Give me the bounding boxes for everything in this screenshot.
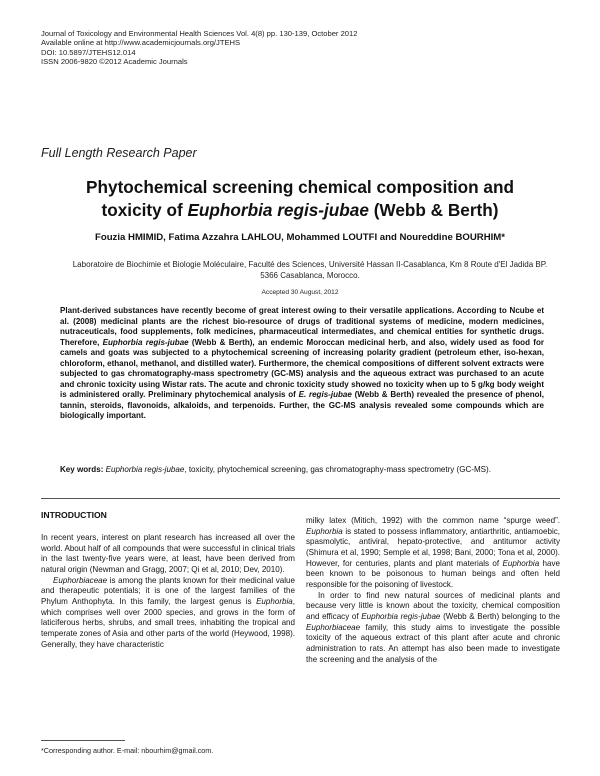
abstract-species-2: E. regis-jubae (298, 390, 352, 400)
introduction-heading: INTRODUCTION (41, 510, 107, 520)
italic-family: Euphorbiaceae (306, 622, 361, 632)
journal-citation: Journal of Toxicology and Environmental Health Sciences Vol. 4(8) pp. 130-139, October 2012 (41, 29, 358, 38)
text-span: In order to find new natural sources of medicinal plants and because very little is known about the toxicity, chemical composition and efficacy of (306, 590, 560, 621)
abstract-text-1: Plant-derived substances have recently become of great interest owing to their versatile applications. According to Ncube et al. (2008) medicinal plants are the richest bio-resource of drugs of traditional systems of medicine, modern medicines, nutraceuticals, food supplements, folk medicines, pharmaceutical intermediates, and chemical entities for synthetic drugs. Therefore, (60, 306, 544, 347)
journal-url: Available online at http://www.academicjournals.org/JTEHS (41, 38, 241, 48)
italic-genus: Euphorbia (502, 558, 540, 568)
paper-title (40, 176, 560, 222)
abstract-species-1: Euphorbia regis-jubae (102, 337, 189, 347)
intro-paragraph-4 (306, 591, 560, 666)
title-post: (Webb & Berth) (368, 200, 499, 220)
author-list: Fouzia HMIMID, Fatima Azzahra LAHLOU, Mohammed LOUTFI and Noureddine BOURHIM* (94, 232, 506, 243)
journal-header (41, 29, 357, 67)
italic-genus: Euphorbia (306, 526, 343, 536)
intro-paragraph-2 (41, 576, 295, 651)
italic-species: Euphorbia regis-jubae (361, 611, 441, 621)
keywords-species: Euphorbia regis-jubae (103, 465, 185, 474)
title-line-1: Phytochemical screening chemical composition and (86, 177, 514, 197)
left-column (41, 533, 295, 650)
keywords-label: Key words: (60, 465, 104, 474)
text-span: (Webb & Berth) belonging to the (440, 611, 560, 621)
title-pre: toxicity of (101, 200, 188, 220)
intro-paragraph-1: In recent years, interest on plant research has increased all over the world. About half of all compounds that were successful in clinical trials in the last twenty-five years were, at least, have been derived from natural origin (Newman and Gragg, 2007; Qi et al, 2010; Dev, 2010). (41, 533, 295, 574)
text-span: family, this study aims to investigate the possible toxicity of the aqueous extract of this plant after acute and chronic administration to rats. An attempt has also been made to investigate the screening and the analysis of the (306, 622, 560, 664)
keywords-rest: , toxicity, phytochemical screening, gas chromatography-mass spectrometry (GC-MS). (184, 465, 491, 474)
right-column (306, 516, 560, 665)
text-span: milky latex (Mitich, 1992) with the common name “spurge weed”. (306, 516, 560, 525)
corresponding-author-footnote: *Corresponding author. E-mail: nbourhim@gmail.com. (41, 746, 214, 755)
abstract-text-3: (Webb & Berth) revealed the presence of phenol, tannin, steroids, flavonoids, alkaloids, and terpenoids. Further, the GC-MS analysis revealed some compounds which are biologically important. (60, 390, 544, 421)
paper-type: Full Length Research Paper (41, 146, 197, 160)
title-species: Euphorbia regis-jubae (187, 200, 369, 220)
abstract-text-2: (Webb & Berth), an endemic Moroccan medicinal herb, and also, widely used as food for camels and goats was subjected to a phytochemical screening of increasing polarity gradient (petroleum ether, iso-hexan, chloroform, ethanol, methanol, and distilled water). Furthermore, the chemical compositions of different solvent extracts were subjected to gas chromatography-mass spectrometry (GC-MS) analysis and the aqueous extract was purchased to an acute and chronic toxicity using Wistar rats. The acute and chronic toxicity study showed no toxicity when up to 5 g/kg body weight is administered orally. Preliminary phytochemical analysis of (60, 337, 545, 400)
title-line-2 (40, 199, 560, 222)
keywords (60, 465, 544, 476)
text-span: , which comprises well over 2000 species, and grows in the form of laticiferous herbs, shrubs, and small trees, inhabiting the tropical and temperate zones of Asia and other parts of the world (Heywood, 1998). Generally, they have characteristic (41, 596, 295, 649)
text-span: is stated to possess inflammatory, antiarthritic, antiamoebic, spasmolytic, antiviral, hepato-protective, and antitumor activity (Shimura et al, 1990; Semple et al, 1998; Bani, 2000; Tona et al, 2000). However, for centuries, plants and plant materials of (306, 526, 560, 568)
abstract (60, 306, 544, 422)
text-span: have been known to be poisonous to human beings and often held responsible for the poisoning of livestock. (306, 558, 560, 589)
footnote-rule (41, 740, 125, 741)
italic-family: Euphorbiaceae (53, 575, 108, 585)
text-span: is among the plants known for their medicinal value and therapeutic potentials; it is one of the largest families of the Phylum Anthophyta. In this family, the largest genus is (41, 575, 295, 606)
journal-doi: DOI: 10.5897/JTEHS12.014 (41, 47, 136, 57)
affiliation: Laboratoire de Biochimie et Biologie Moléculaire, Faculté des Sciences, Université Hassan II-Casablanca, Km 8 Route d'El Jadida BP. 5366 Casablanca, Morocco. (72, 260, 548, 281)
section-divider (41, 498, 560, 499)
italic-genus: Euphorbia (256, 596, 293, 606)
intro-paragraph-3 (306, 516, 560, 591)
journal-issn: ISSN 2006-9820 ©2012 Academic Journals (41, 57, 188, 67)
accepted-date: Accepted 30 August, 2012 (261, 289, 339, 296)
